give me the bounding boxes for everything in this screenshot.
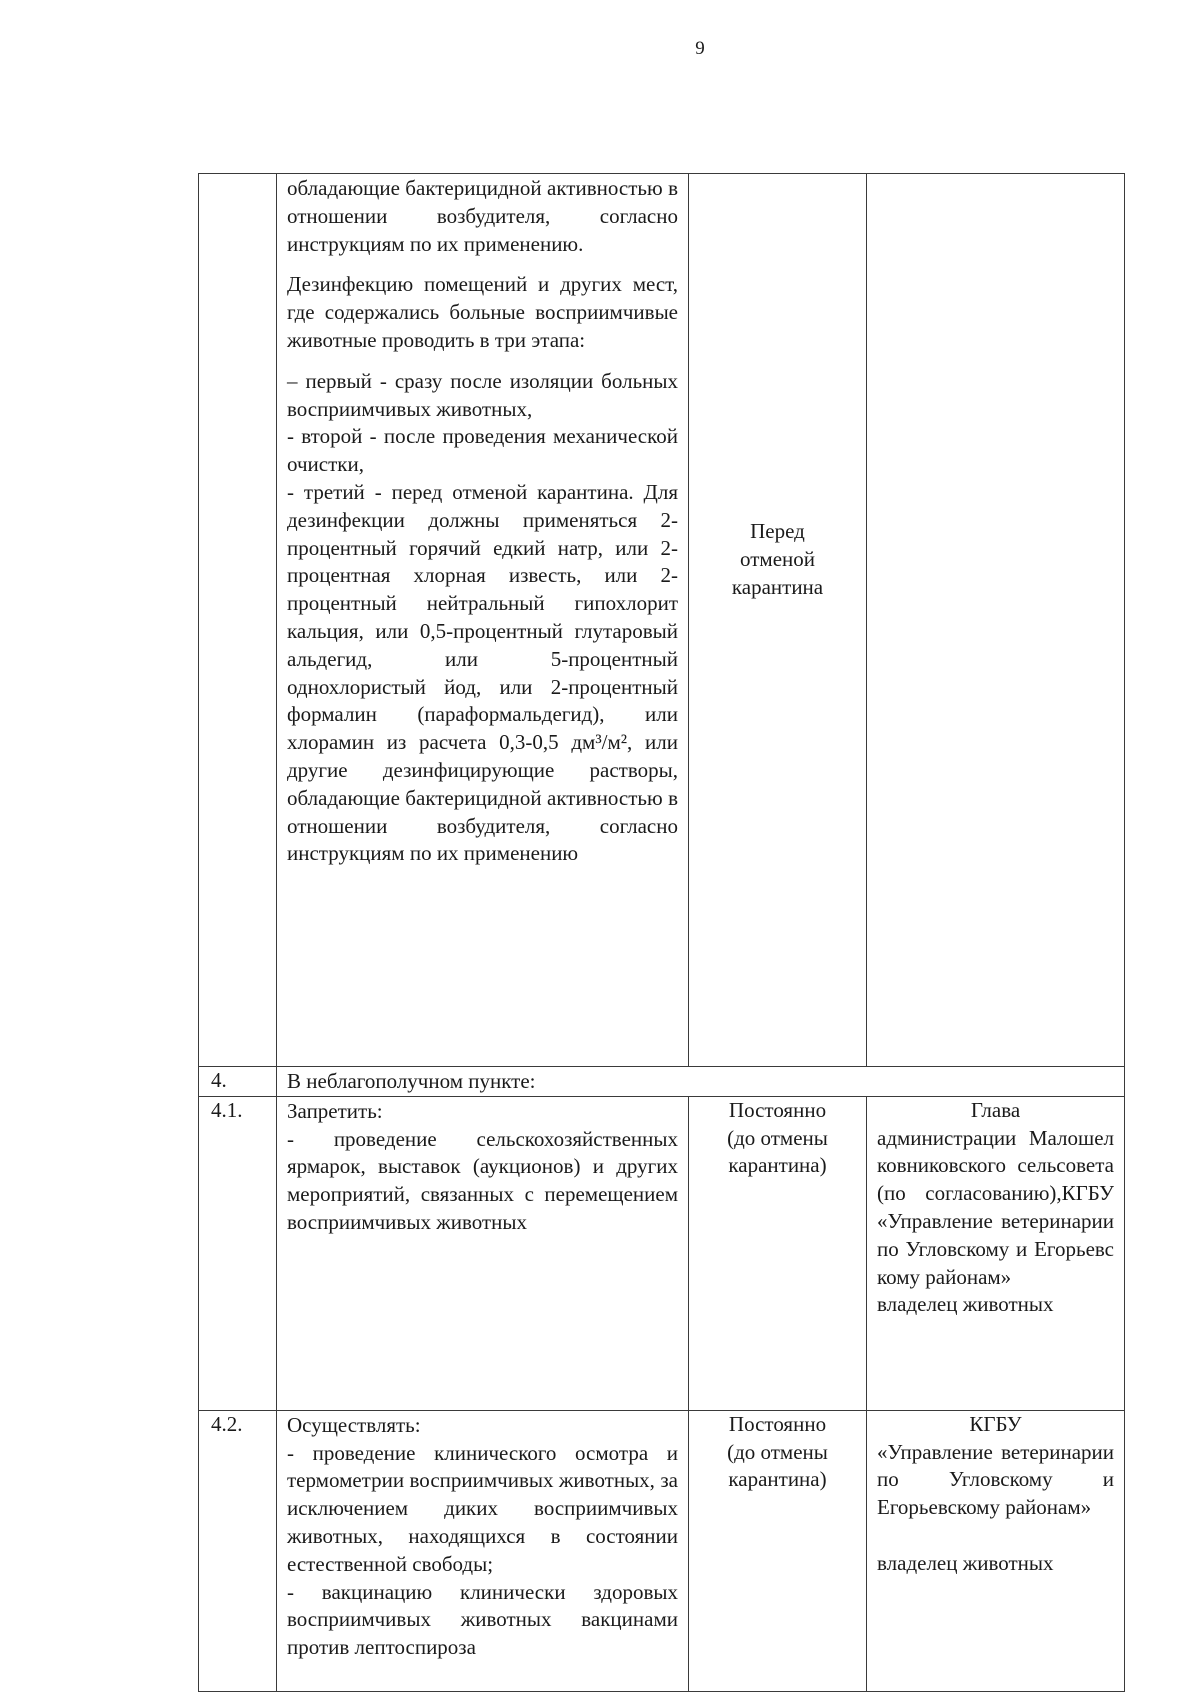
period-cell: [689, 1096, 867, 1410]
spacer: [877, 1522, 1114, 1550]
measures-table: [198, 173, 1125, 1692]
row-number: 4.2.: [199, 1410, 277, 1691]
measure-item: - вакцинацию клинически здоровых восприимчивых животных вакцинами против лептоспироза: [287, 1579, 678, 1660]
responsible-cell: [867, 1096, 1125, 1410]
responsible-text: администрации Малошелковниковского сельсовета (по согласованию),КГБУ «Управление ветеринарии по Угловскому и Егорьевскому районам»: [877, 1125, 1114, 1289]
page-number: 9: [695, 38, 705, 59]
table-row: [199, 1096, 1125, 1410]
period-cell: [689, 1410, 867, 1691]
responsible-cell: [867, 174, 1125, 1067]
responsible-cell: [867, 1410, 1125, 1691]
measure-item: - проведение клинического осмотра и термометрии восприимчивых животных, за исключением диких восприимчивых животных, находящихся в состоянии естественной свободы;: [287, 1440, 678, 1576]
measure-item: - проведение сельскохозяйственных ярмарок, выставок (аукционов) и других мероприятий, связанных с перемещением восприимчивых животных: [287, 1126, 678, 1234]
responsible-head: КГБУ: [969, 1411, 1022, 1436]
responsible-text: «Управление ветеринарии по Угловскому и Егорьевскому районам»: [877, 1439, 1114, 1520]
measure-paragraph: обладающие бактерицидной активностью в отношении возбудителя, согласно инструкциям по их применению.: [287, 176, 678, 256]
measure-paragraph: – первый - сразу после изоляции больных восприимчивых животных, - второй - после проведения механической очистки, - третий - перед отменой карантина. Для дезинфекции должны применяться 2-процентный горячий едкий натр, или 2-процентная хлорная известь, или 2-процентный нейтральный гипохлорит кальция, или 0,5-процентный глутаровый альдегид, или 5-процентный однохлористый йод, или 2-процентный формалин (параформальдегид), или хлорамин из расчета 0,3-0,5 дм³/м², или другие дезинфицирующие растворы, обладающие бактерицидной активностью в отношении возбудителя, согласно инструкциям по их применению: [287, 368, 678, 866]
period-cell: [689, 174, 867, 1067]
section-row: [199, 1067, 1125, 1097]
table-row: [199, 1410, 1125, 1691]
measure-heading: Запретить:: [287, 1098, 383, 1123]
period-text: Постоянно (до отмены карантина): [727, 1097, 828, 1178]
period-text: Постоянно (до отмены карантина): [727, 1411, 828, 1492]
row-number: [199, 174, 277, 1067]
measure-heading: Осуществлять:: [287, 1412, 421, 1437]
period-text: Перед отменой карантина: [731, 519, 824, 599]
responsible-extra: владелец животных: [877, 1550, 1054, 1575]
measure-text: [277, 1410, 689, 1691]
section-title: В неблагополучном пункте:: [277, 1067, 1125, 1097]
responsible-extra: владелец животных: [877, 1292, 1054, 1317]
row-number: 4.: [199, 1067, 277, 1097]
responsible-head: Глава: [970, 1097, 1021, 1122]
measure-text: [277, 1096, 689, 1410]
table-row: [199, 174, 1125, 1067]
measure-text: [277, 174, 689, 1067]
measure-paragraph: Дезинфекцию помещений и других мест, где содержались больные восприимчивые животные проводить в три этапа:: [287, 272, 678, 352]
row-number: 4.1.: [199, 1096, 277, 1410]
